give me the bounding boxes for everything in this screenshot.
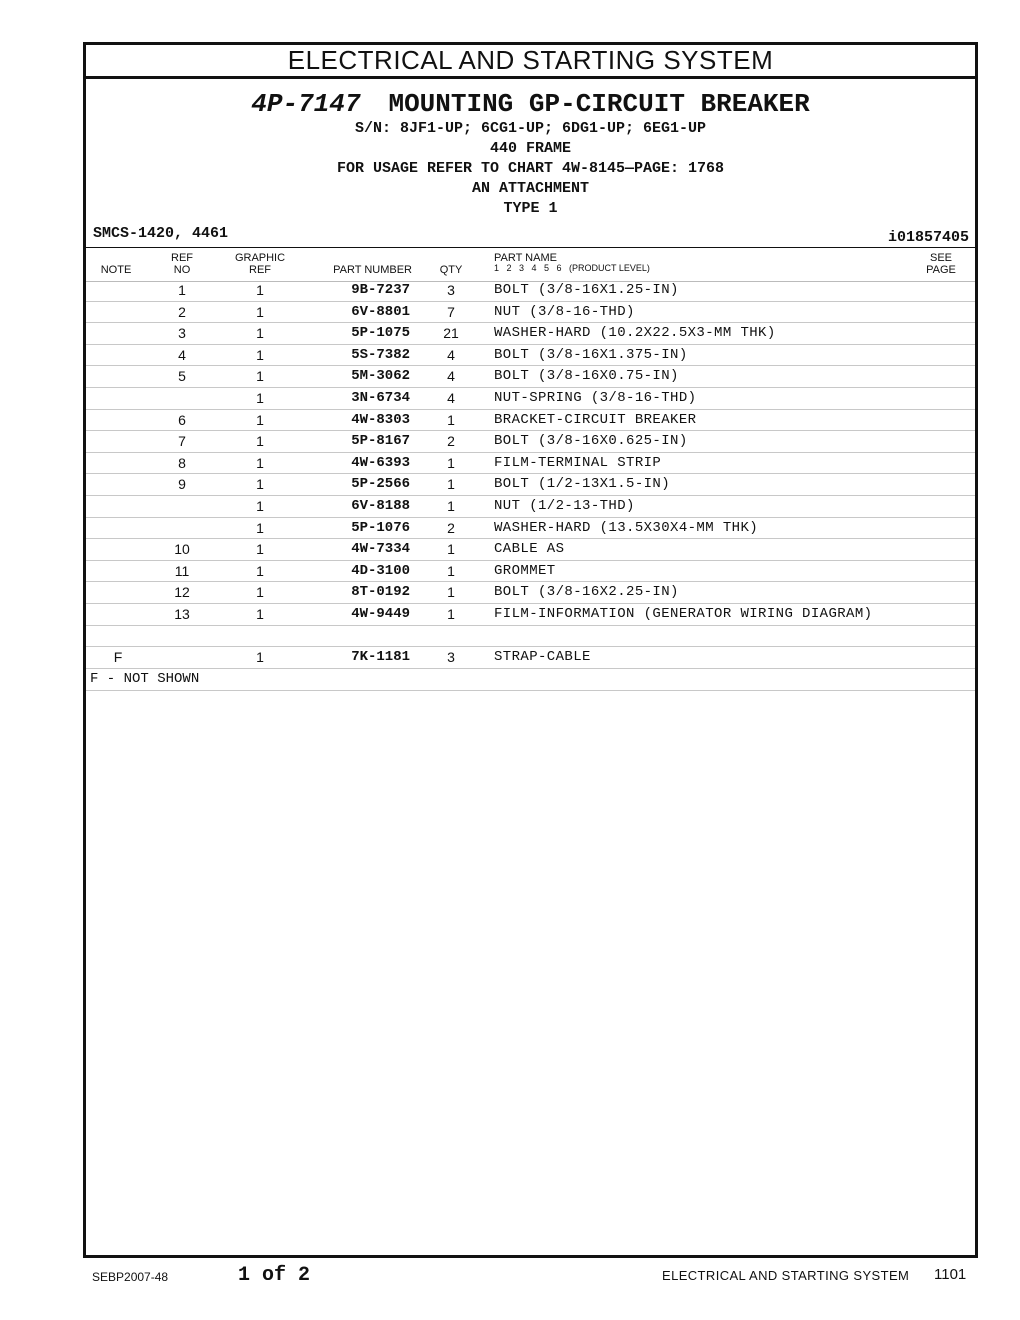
col-part-name: PART NAME: [494, 252, 557, 264]
col-part-number: PART NUMBER: [333, 264, 412, 276]
smcs-code: SMCS-1420, 4461: [93, 225, 229, 242]
table-row: [86, 496, 975, 518]
table-row: [86, 518, 975, 540]
row-graphic-ref: 1: [256, 433, 264, 450]
frame-line: 440 FRAME: [489, 140, 571, 157]
row-ref-no: 3: [178, 325, 186, 342]
row-qty: 2: [447, 519, 455, 536]
row-part-name: BOLT (3/8-16X0.625-IN): [494, 433, 688, 450]
serial-numbers: S/N: 8JF1-UP; 6CG1-UP; 6DG1-UP; 6EG1-UP: [354, 120, 707, 137]
row-part-name: STRAP-CABLE: [494, 649, 591, 666]
row-qty: 4: [447, 346, 455, 363]
row-part-name: FILM-INFORMATION (GENERATOR WIRING DIAGRAM): [494, 605, 873, 622]
row-part-number: 6V-8801: [351, 303, 410, 320]
row-qty: 1: [447, 584, 455, 601]
table-row: [86, 647, 975, 669]
row-part-name: BRACKET-CIRCUIT BREAKER: [494, 411, 697, 428]
row-graphic-ref: 1: [256, 411, 264, 428]
row-graphic-ref: 1: [256, 282, 264, 298]
row-part-number: 6V-8188: [351, 497, 410, 514]
row-part-name: GROMMET: [494, 562, 556, 579]
row-part-number: 3N-6734: [351, 389, 410, 406]
row-graphic-ref: 1: [256, 303, 264, 320]
table-row: [86, 366, 975, 388]
row-ref-no: 4: [178, 346, 186, 363]
row-part-name: BOLT (3/8-16X0.75-IN): [494, 368, 679, 385]
table-row: [86, 539, 975, 561]
illustration-id: i01857405: [887, 229, 969, 246]
row-ref-no: 2: [178, 303, 186, 320]
row-graphic-ref: 1: [256, 454, 264, 471]
row-part-number: 5P-8167: [351, 433, 410, 450]
parts-rows: [86, 280, 975, 669]
footnote: [86, 669, 975, 691]
row-part-name: NUT (3/8-16-THD): [494, 303, 635, 320]
row-qty: 1: [447, 497, 455, 514]
row-graphic-ref: 1: [256, 368, 264, 385]
row-graphic-ref: 1: [256, 649, 264, 666]
row-qty: 2: [447, 433, 455, 450]
row-graphic-ref: 1: [256, 562, 264, 579]
row-qty: 1: [447, 562, 455, 579]
row-ref-no: 8: [178, 454, 186, 471]
table-row: [86, 582, 975, 604]
attachment-line: AN ATTACHMENT: [471, 180, 590, 197]
table-row: [86, 302, 975, 324]
row-ref-no: 7: [178, 433, 186, 450]
table-row: [86, 626, 975, 648]
col-note: NOTE: [100, 264, 132, 276]
row-ref-no: 9: [178, 476, 186, 493]
row-qty: 3: [447, 282, 455, 298]
row-qty: 1: [447, 476, 455, 493]
row-qty: 21: [443, 325, 459, 342]
row-graphic-ref: 1: [256, 389, 264, 406]
page-frame: [83, 42, 978, 1258]
col-see-bottom: PAGE: [926, 264, 956, 276]
row-graphic-ref: 1: [256, 541, 264, 558]
row-graphic-ref: 1: [256, 605, 264, 622]
row-qty: 3: [447, 649, 455, 666]
row-part-name: BOLT (3/8-16X2.25-IN): [494, 584, 679, 601]
row-part-number: 4W-7334: [351, 541, 410, 558]
row-part-name: CABLE AS: [494, 541, 565, 558]
row-part-name: NUT-SPRING (3/8-16-THD): [494, 389, 697, 406]
table-row: [86, 453, 975, 475]
col-graphic-top: GRAPHIC: [234, 252, 286, 264]
row-qty: 4: [447, 368, 455, 385]
row-graphic-ref: 1: [256, 346, 264, 363]
row-part-number: 4W-8303: [351, 411, 410, 428]
table-row: [86, 323, 975, 345]
group-part-number: 4P-7147: [251, 89, 361, 119]
row-ref-no: 12: [174, 584, 190, 601]
row-part-number: 5P-1075: [351, 325, 410, 342]
row-qty: 4: [447, 389, 455, 406]
row-graphic-ref: 1: [256, 497, 264, 514]
row-part-number: 9B-7237: [351, 282, 410, 298]
row-part-number: 5P-2566: [351, 476, 410, 493]
table-row: [86, 431, 975, 453]
row-qty: 1: [447, 541, 455, 558]
row-part-name: WASHER-HARD (13.5X30X4-MM THK): [494, 519, 759, 536]
row-qty: 1: [447, 411, 455, 428]
table-row: [86, 561, 975, 583]
parts-table: [86, 280, 975, 691]
col-ref-bottom: NO: [173, 264, 191, 276]
row-qty: 1: [447, 605, 455, 622]
col-graphic-bottom: REF: [249, 264, 271, 276]
col-product-level: 1 2 3 4 5 6 (PRODUCT LEVEL): [494, 263, 650, 273]
row-part-number: 5M-3062: [351, 368, 410, 385]
row-qty: 1: [447, 454, 455, 471]
section-banner: ELECTRICAL AND STARTING SYSTEM: [86, 45, 975, 79]
footer-section: ELECTRICAL AND STARTING SYSTEM: [662, 1268, 910, 1283]
row-ref-no: 11: [174, 562, 190, 579]
id-line: [93, 225, 969, 247]
row-ref-no: 1: [178, 282, 186, 298]
page-number: 1101: [934, 1266, 967, 1283]
row-graphic-ref: 1: [256, 325, 264, 342]
row-ref-no: 10: [174, 541, 190, 558]
row-qty: 7: [447, 303, 455, 320]
table-row: [86, 410, 975, 432]
row-part-name: BOLT (3/8-16X1.25-IN): [494, 282, 679, 298]
group-title: [86, 89, 975, 119]
table-row: [86, 474, 975, 496]
table-row: [86, 388, 975, 410]
group-header: [86, 89, 975, 219]
footnote-text: F - NOT SHOWN: [90, 670, 200, 687]
col-see-top: SEE: [929, 252, 952, 264]
page-of: 1 of 2: [238, 1264, 311, 1287]
row-part-number: 5S-7382: [351, 346, 410, 363]
row-part-name: WASHER-HARD (10.2X22.5X3-MM THK): [494, 325, 776, 342]
row-part-number: 4W-9449: [351, 605, 410, 622]
table-row: [86, 345, 975, 367]
row-ref-no: 13: [174, 605, 190, 622]
col-ref-top: REF: [171, 252, 193, 264]
row-graphic-ref: 1: [256, 519, 264, 536]
row-part-name: BOLT (1/2-13X1.5-IN): [494, 476, 671, 493]
row-part-name: BOLT (3/8-16X1.375-IN): [494, 346, 688, 363]
usage-reference: FOR USAGE REFER TO CHART 4W-8145—PAGE: 1768: [336, 160, 725, 177]
table-row: [86, 604, 975, 626]
row-part-number: 4D-3100: [351, 562, 410, 579]
group-name: MOUNTING GP-CIRCUIT BREAKER: [388, 89, 810, 119]
document-code: SEBP2007-48: [92, 1270, 169, 1284]
row-part-number: 8T-0192: [351, 584, 410, 601]
row-note: F: [113, 649, 123, 666]
row-part-name: NUT (1/2-13-THD): [494, 497, 635, 514]
page-footer: [0, 1262, 1020, 1292]
row-part-number: 7K-1181: [351, 649, 410, 666]
row-part-number: 4W-6393: [351, 454, 410, 471]
table-row: [86, 280, 975, 302]
row-graphic-ref: 1: [256, 476, 264, 493]
row-graphic-ref: 1: [256, 584, 264, 601]
row-ref-no: 5: [178, 368, 186, 385]
col-qty: QTY: [439, 264, 463, 276]
type-line: TYPE 1: [503, 200, 558, 217]
column-header: [86, 247, 975, 282]
row-ref-no: 6: [178, 411, 186, 428]
row-part-name: FILM-TERMINAL STRIP: [494, 454, 662, 471]
row-part-number: 5P-1076: [351, 519, 410, 536]
